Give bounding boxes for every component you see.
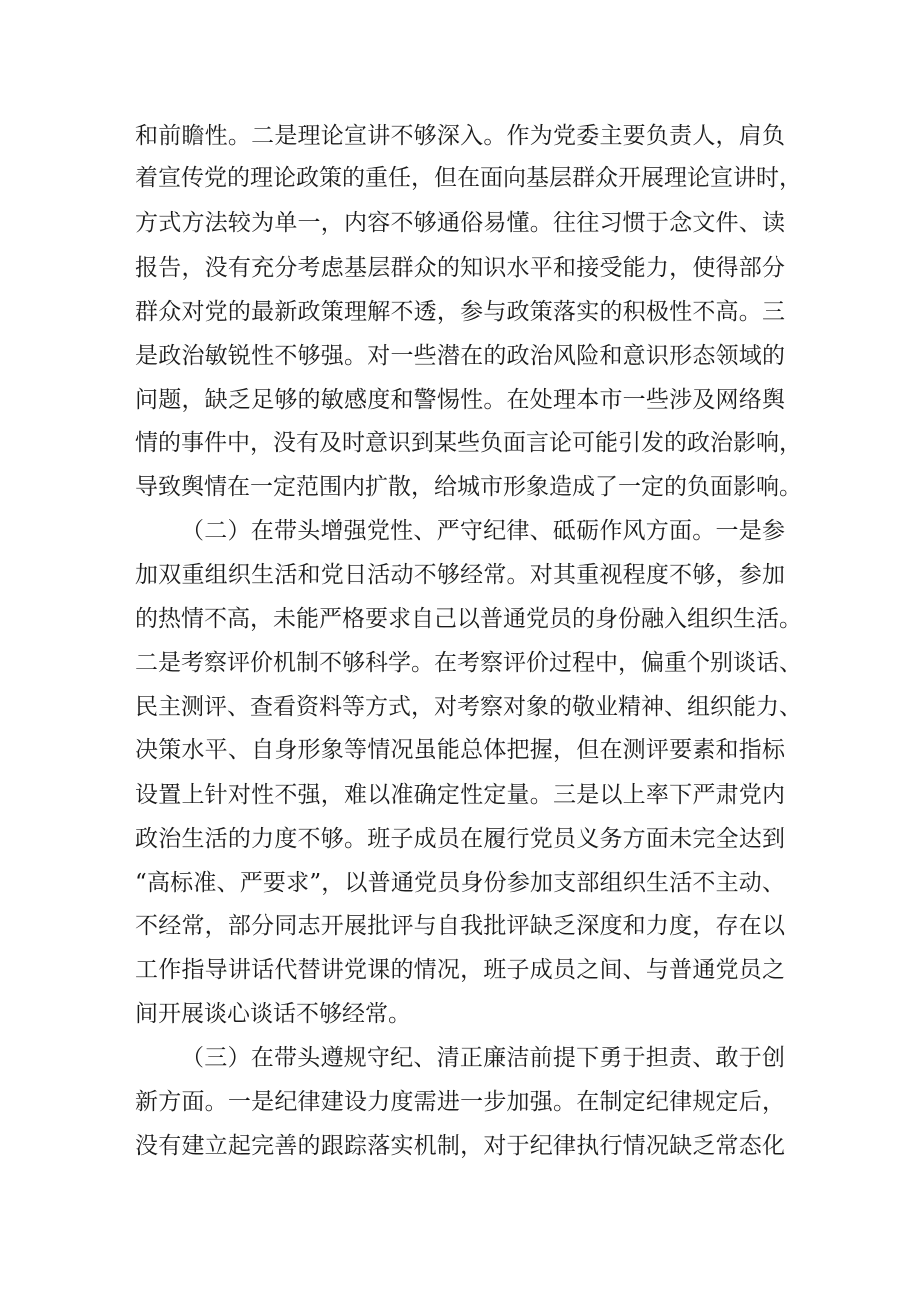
text-line: 设置上针对性不强，难以准确定性定量。三是以上率下严肃党内: [135, 782, 785, 808]
text-line: 没有建立起完善的跟踪落实机制，对于纪律执行情况缺乏常态化: [135, 1133, 785, 1159]
text-line: 政治生活的力度不够。班子成员在履行党员义务方面未完全达到: [135, 826, 785, 852]
text-line: 的热情不高，未能严格要求自己以普通党员的身份融入组织生活。: [135, 606, 802, 632]
text-line: 不经常，部分同志开展批评与自我批评缺乏深度和力度，存在以: [135, 913, 785, 939]
text-line: 民主测评、查看资料等方式，对考察对象的敬业精神、组织能力、: [135, 694, 802, 720]
section-heading-line: （二）在带头增强党性、严守纪律、砥砺作风方面。一是参: [181, 518, 785, 544]
text-line: 情的事件中，没有及时意识到某些负面言论可能引发的政治影响，: [135, 430, 802, 456]
text-line: 方式方法较为单一，内容不够通俗易懂。往往习惯于念文件、读: [135, 210, 785, 236]
text-line: 间开展谈心谈话不够经常。: [135, 1001, 411, 1027]
text-line: “高标准、严要求”，以普通党员身份参加支部组织生活不主动、: [135, 870, 785, 896]
text-line: 工作指导讲话代替讲党课的情况，班子成员之间、与普通党员之: [135, 957, 785, 983]
text-line: 群众对党的最新政策理解不透，参与政策落实的积极性不高。三: [135, 299, 785, 325]
text-line: 导致舆情在一定范围内扩散，给城市形象造成了一定的负面影响。: [135, 474, 802, 500]
text-line: 和前瞻性。二是理论宣讲不够深入。作为党委主要负责人，肩负: [135, 123, 785, 149]
text-line: 二是考察评价机制不够科学。在考察评价过程中，偏重个别谈话、: [135, 650, 802, 676]
text-line: 是政治敏锐性不够强。对一些潜在的政治风险和意识形态领域的: [135, 343, 785, 369]
text-line: 着宣传党的理论政策的重任，但在面向基层群众开展理论宣讲时，: [135, 165, 802, 191]
section-heading-line: （三）在带头遵规守纪、清正廉洁前提下勇于担责、敢于创: [181, 1045, 785, 1071]
text-line: 决策水平、自身形象等情况虽能总体把握，但在测评要素和指标: [135, 737, 785, 763]
text-line: 加双重组织生活和党日活动不够经常。对其重视程度不够，参加: [135, 562, 785, 588]
text-line: 报告，没有充分考虑基层群众的知识水平和接受能力，使得部分: [135, 255, 785, 281]
text-line: 新方面。一是纪律建设力度需进一步加强。在制定纪律规定后，: [135, 1089, 785, 1115]
text-line: 问题，缺乏足够的敏感度和警惕性。在处理本市一些涉及网络舆: [135, 387, 785, 413]
